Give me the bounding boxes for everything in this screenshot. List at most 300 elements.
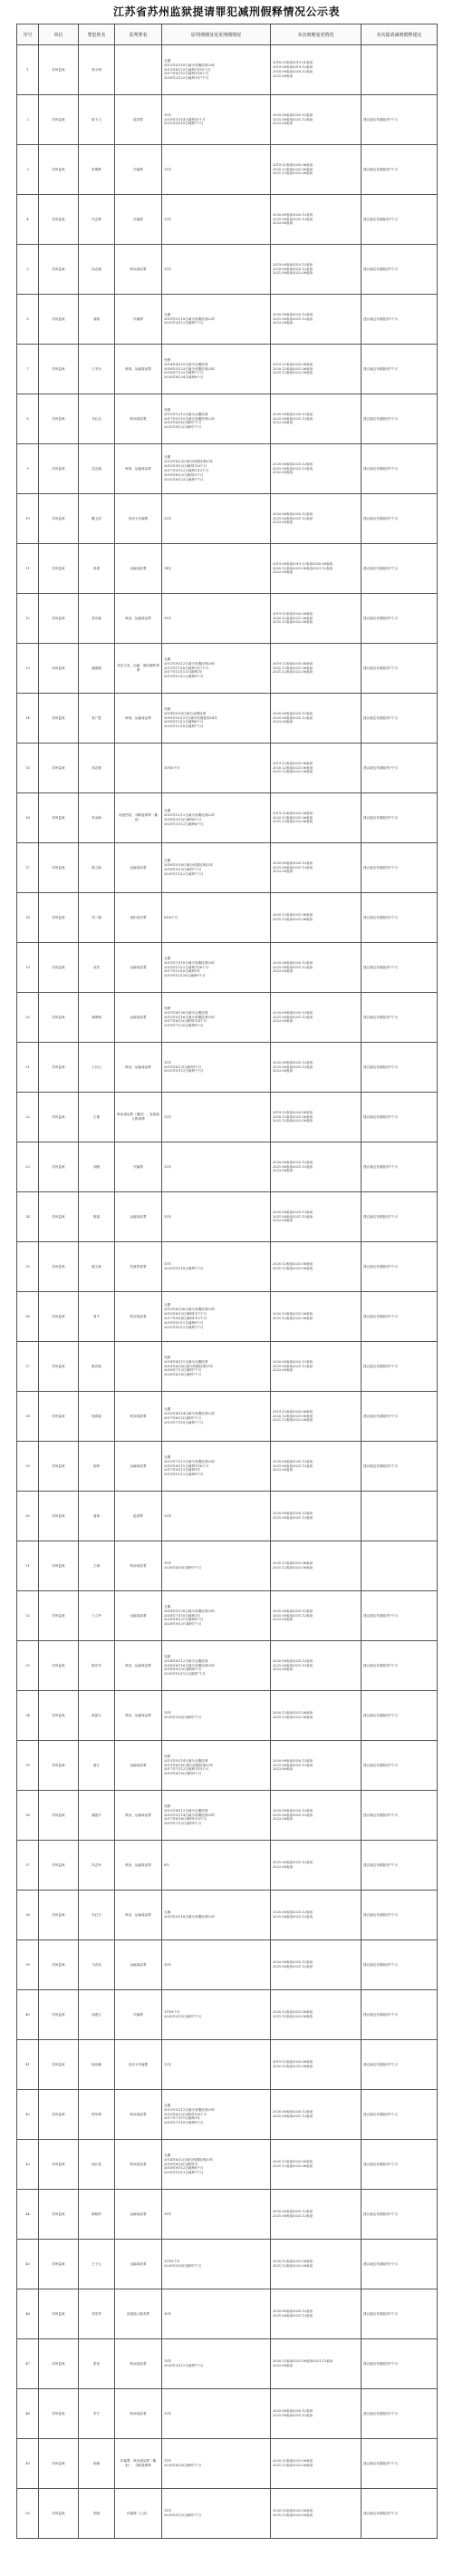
table-row — [17, 2090, 438, 2140]
cell-unit: 苏州监狱 — [39, 2240, 79, 2289]
table-row — [17, 943, 438, 993]
cell-history-line: 2019年5月18日减为有期徒刑22年 — [164, 316, 216, 321]
cell-history — [162, 1292, 271, 1342]
cell-history-line: 2017年9月12日减刑1年5个月 — [164, 469, 209, 472]
cell-current — [271, 195, 361, 245]
cell-current-line: 2022.06表扬 — [273, 1368, 294, 1373]
cell-crime: 运输毒品罪 — [115, 1442, 162, 1492]
cell-history-line: 2018年8月21日减刑8个月 — [164, 1618, 204, 1622]
cell-current-line: 2021.06表扬2021.12表扬 — [273, 466, 313, 471]
cell-history-line: 2021年9月2日减刑7个月 — [164, 425, 202, 430]
cell-name: 刘雪华 — [79, 2289, 115, 2339]
cell-proposal: 建议减去有期徒刑7个月 — [361, 95, 438, 145]
cell-current — [271, 494, 361, 544]
cell-crime: 故意伤害、寻衅滋事罪（累犯） — [115, 793, 162, 843]
cell-current-line: 2019.12表扬2020.06表扬 — [273, 162, 313, 167]
cell-name: 潘建刚 — [79, 644, 115, 694]
cell-history-line: 2017年7月11日减刑1年 — [164, 2116, 200, 2121]
cell-name: 陈东华 — [79, 1641, 115, 1691]
cell-name: 李刚 — [79, 2489, 115, 2539]
table-row — [17, 1541, 438, 1591]
cell-current-line: 2019.12表扬2020.06表扬 — [273, 2060, 313, 2065]
cell-name: 张明辉 — [79, 145, 115, 195]
page-title: 江苏省苏州监狱提请罪犯减刑假释情况公示表 — [112, 5, 340, 18]
cell-proposal: 建议减去有期徒刑7个月 — [361, 245, 438, 295]
cell-name: 马洪成 — [79, 1940, 115, 1990]
cell-current-line: 2020.12表扬2021.06表扬 — [273, 1114, 313, 1119]
cell-name: 冯红平 — [79, 1891, 115, 1940]
cell-history-line: 2019年7月20日减刑9个月 — [164, 1024, 204, 1028]
cell-current-line: 2021.06表扬2021.12表扬 — [273, 1516, 313, 1520]
cell-no: 35 — [17, 1741, 39, 1791]
cell-history-line: 2018年9月3日减刑7个月 — [164, 868, 202, 871]
cell-current-line: 2020.06表扬2020.12表扬 — [273, 1010, 313, 1015]
cell-unit: 苏州监狱 — [39, 1891, 79, 1940]
cell-current — [271, 1541, 361, 1591]
header-proposal: 本次提请减刑假释建议 — [361, 24, 438, 45]
cell-history-line: 2017年5月10日减为有期徒刑22年 — [164, 416, 216, 421]
cell-current-line: 2020.12表扬2021.06表扬 — [273, 2459, 313, 2464]
cell-current-line: 2021.06表扬2021.12表扬 — [273, 1364, 313, 1368]
cell-history-line: 10年6个月 — [164, 765, 180, 770]
cell-current-line: 2022.06表扬 — [273, 1865, 294, 1869]
cell-history — [162, 943, 271, 993]
cell-history-line: 13年 — [164, 1114, 172, 1119]
table-row — [17, 1940, 438, 1990]
cell-proposal — [361, 1541, 438, 1591]
cell-no: 7 — [17, 345, 39, 394]
cell-history-line: 2019年8月6日减刑7个月 — [164, 421, 202, 425]
cell-name: 张广胜 — [79, 694, 115, 744]
cell-current — [271, 1442, 361, 1492]
cell-history-line: 2015年11月6日减刑1年7个月 — [164, 666, 209, 670]
cell-history-line: 2019年8月5日减刑9个月 — [164, 1772, 202, 1776]
cell-current — [271, 394, 361, 444]
cell-proposal: 建议减去有期徒刑7个月 — [361, 1791, 438, 1841]
cell-name: 冯志军 — [79, 1841, 115, 1891]
cell-current-line: 2021.06表扬2021.12表扬 — [273, 1915, 313, 1919]
cell-history-line: 2017年9月4日减刑1年2个月 — [164, 1317, 207, 1320]
cell-history-line: 2015年1月12日减为无期徒刑 — [164, 412, 208, 416]
table-row — [17, 2439, 438, 2489]
cell-unit: 苏州监狱 — [39, 2289, 79, 2339]
cell-history-line: 2014年6月12日减为无期徒刑 — [164, 1658, 208, 1663]
cell-history — [162, 345, 271, 394]
cell-history — [162, 2090, 271, 2140]
cell-history-line: 15年 — [164, 1214, 172, 1219]
cell-history-line: 2016年5月23日减为有期徒刑25年 — [164, 366, 216, 371]
cell-current-line: 2020.06表扬2020.12表扬 — [273, 1658, 313, 1663]
table-row — [17, 1192, 438, 1242]
cell-current-line: 2019.12表扬2020.06表扬 — [273, 362, 313, 366]
cell-name: 马红兵 — [79, 394, 115, 444]
cell-crime: 贩卖、运输毒品罪 — [115, 1641, 162, 1691]
cell-crime: 诈骗罪 — [115, 295, 162, 345]
table-row — [17, 2489, 438, 2539]
cell-proposal: 建议减去有期徒刑7个月 — [361, 2040, 438, 2090]
cell-name: 陈立新 — [79, 843, 115, 893]
cell-current — [271, 1093, 361, 1142]
cell-history-line: 2020年9月2日减刑7个月 — [164, 1622, 202, 1627]
cell-history-line: 12年6个月 — [164, 2260, 180, 2264]
cell-unit: 苏州监狱 — [39, 1940, 79, 1990]
cell-current-line: 2020.06表扬2020.12表扬 — [273, 212, 313, 217]
cell-history — [162, 195, 271, 245]
table-row — [17, 394, 438, 444]
cell-current-line: 2020.12表扬2021.06表扬 — [273, 616, 313, 620]
cell-proposal: 建议减去有期徒刑7个月 — [361, 2489, 438, 2539]
table-row — [17, 644, 438, 694]
cell-history-line: 2015年6月23日减刑1年10个月 — [164, 67, 211, 72]
cell-crime: 诈骗罪 — [115, 1142, 162, 1192]
cell-history-line: 13年 — [164, 1262, 172, 1267]
cell-history-line: 2019年5月14日减刑10个月 — [164, 117, 206, 122]
cell-no: 1 — [17, 45, 39, 95]
cell-crime — [115, 744, 162, 793]
cell-name: 刘刚 — [79, 1142, 115, 1192]
cell-name: 陈洪斌 — [79, 1342, 115, 1392]
cell-history-line: 2021年3月12日减刑7个月 — [164, 321, 204, 326]
cell-current-line: 2020.12表扬2021.06表扬 — [273, 765, 313, 770]
cell-history-line: 2015年12月2日减为有期徒刑22年 — [164, 813, 216, 818]
cell-history-line: 死缓 — [164, 407, 171, 412]
cell-history-line: 2018年9月3日减刑6个月 — [164, 1667, 202, 1672]
cell-no: 3 — [17, 145, 39, 195]
cell-unit: 苏州监狱 — [39, 2090, 79, 2140]
cell-unit: 苏州监狱 — [39, 744, 79, 793]
cell-proposal: 建议减去有期徒刑7个月 — [361, 544, 438, 594]
cell-current-line: 2020.12表扬2021.06表扬 — [273, 1262, 313, 1267]
cell-current-line: 2021.06表扬2021.12表扬 — [273, 316, 313, 321]
cell-current-line: 2020.12表扬2021.06表扬 — [273, 2160, 313, 2164]
cell-current-line: 2019.12表扬2020.06表扬 — [273, 1110, 313, 1114]
cell-name: 龚海城 — [79, 993, 115, 1043]
cell-crime: 信用卡诈骗罪 — [115, 494, 162, 544]
cell-current-line: 2021.06表扬2021.12表扬 — [273, 117, 313, 122]
cell-history-line: 无期 — [164, 2103, 171, 2107]
cell-unit: 苏州监狱 — [39, 1242, 79, 1292]
cell-history-line: 2018年11月2日减刑6个月 — [164, 720, 204, 724]
cell-no: 42 — [17, 2090, 39, 2140]
cell-history-line: 2015年5月18日减为有期徒刑22年 — [164, 1915, 216, 1919]
cell-history-line: 15年 — [164, 616, 172, 620]
cell-crime: 运输毒品罪 — [115, 843, 162, 893]
cell-current — [271, 2439, 361, 2489]
cell-unit: 苏州监狱 — [39, 1492, 79, 1541]
cell-current — [271, 2090, 361, 2140]
cell-no: 20 — [17, 993, 39, 1043]
cell-crime: 运输毒品罪 — [115, 993, 162, 1043]
cell-current-line: 2020.06表扬2020.12表扬 — [273, 2409, 313, 2414]
cell-history-line: 2015年8月11日减刑1年6个月 — [164, 1463, 209, 1468]
cell-crime: 贩卖毒品罪 — [115, 1541, 162, 1591]
cell-current-line: 2020.06表扬2020.12表扬 — [273, 112, 313, 117]
cell-proposal: 建议减去有期徒刑7个月 — [361, 394, 438, 444]
cell-proposal: 建议减去有期徒刑7个月 — [361, 1591, 438, 1641]
cell-history-line: 2021年6月23日减刑7个月 — [164, 477, 204, 481]
cell-name: 唐江 — [79, 1741, 115, 1791]
cell-current — [271, 1741, 361, 1791]
cell-current-line: 2021.06表扬2022.06表扬 — [273, 271, 313, 276]
cell-current-line: 2021.06表扬2021.12表扬 — [273, 2414, 313, 2417]
cell-history-line: 无期 — [164, 809, 171, 813]
cell-current — [271, 2289, 361, 2339]
cell-current-line: 2021.06表扬2021.12表扬 — [273, 1965, 313, 1968]
cell-history-line: 无期 — [164, 1303, 171, 1307]
cell-proposal: 建议减去有期徒刑7个月 — [361, 744, 438, 793]
cell-current-line: 2020.06表扬2020.12表扬 — [273, 1160, 313, 1164]
cell-history-line: 2016年7月18日减刑1年 — [164, 1613, 200, 1618]
cell-current-line: 2021.12表扬2022.06表扬 — [273, 770, 313, 774]
cell-history-line: 无期 — [164, 455, 171, 460]
cell-history-line: 2017年6月2日减刑7个月 — [164, 1416, 202, 1420]
cell-proposal: 建议减去有期徒刑7个月 — [361, 1841, 438, 1891]
cell-history — [162, 1990, 271, 2040]
cell-current-line: 2020.06表扬2020.12表扬 — [273, 312, 313, 316]
cell-name: 殷文斌 — [79, 1242, 115, 1292]
cell-current-line: 2020.12表扬2021.06表扬 — [273, 366, 313, 371]
cell-history — [162, 1891, 271, 1940]
cell-history-line: 2021年3月18日减刑7个月 — [164, 122, 204, 126]
cell-no: 36 — [17, 1791, 39, 1841]
cell-unit: 苏州监狱 — [39, 1043, 79, 1093]
cell-history-line: 2020年2月22日减刑1年7个月 — [164, 76, 209, 81]
cell-history — [162, 744, 271, 793]
cell-proposal: 建议减去有期徒刑7个月 — [361, 145, 438, 195]
cell-proposal: 建议减去有期徒刑7个月 — [361, 694, 438, 744]
cell-history-line: 2017年11月13日减刑1年 — [164, 670, 203, 675]
cell-current — [271, 1591, 361, 1641]
cell-current — [271, 1242, 361, 1292]
table-row — [17, 2040, 438, 2090]
cell-history — [162, 1043, 271, 1093]
cell-no: 32 — [17, 1591, 39, 1641]
cell-current — [271, 1043, 361, 1093]
cell-name: 周长春 — [79, 2140, 115, 2190]
cell-name: 冯志辉 — [79, 195, 115, 245]
cell-history-line: 2014年5月28日减为有期徒刑20年 — [164, 1609, 216, 1613]
cell-current-line: 2020.06表扬2020.12表扬 — [273, 1758, 313, 1763]
cell-history-line: 2019年12月2日减刑9个月 — [164, 675, 204, 679]
cell-unit: 苏州监狱 — [39, 1292, 79, 1342]
cell-current — [271, 1940, 361, 1990]
cell-name: 张小明 — [79, 45, 115, 95]
cell-proposal: 建议减去有期徒刑7个月 — [361, 1392, 438, 1442]
cell-crime: 诈骗罪、贩卖毒品罪（累犯）、寻衅滋事罪 — [115, 2439, 162, 2489]
cell-current-line: 2022.06表扬 — [273, 570, 294, 575]
cell-history-line: 15年 — [164, 1711, 172, 1716]
table-row — [17, 195, 438, 245]
cell-current-line: 2020.12表扬2021.06表扬 — [273, 1312, 313, 1317]
cell-no: 33 — [17, 1641, 39, 1691]
cell-history-line: 2018年9月12日减刑8个月 — [164, 2166, 204, 2171]
cell-history — [162, 2240, 271, 2289]
cell-name: 张东颖 — [79, 594, 115, 644]
cell-current-line: 2022.06表扬 — [273, 221, 294, 226]
cell-crime: 运输毒品罪 — [115, 1192, 162, 1242]
cell-unit: 苏州监狱 — [39, 2040, 79, 2090]
cell-current-line: 2021.06表扬2021.12表扬 — [273, 1164, 313, 1169]
cell-current — [271, 843, 361, 893]
cell-history-line: 2013年5月18日减为有期徒刑20年 — [164, 63, 216, 67]
cell-unit: 苏州监狱 — [39, 1591, 79, 1641]
cell-current — [271, 2339, 361, 2389]
cell-name: 王子云 — [79, 2240, 115, 2289]
cell-history — [162, 2040, 271, 2090]
cell-history-line: 2020年10月12日减刑7个月 — [164, 1672, 206, 1677]
cell-unit: 苏州监狱 — [39, 2389, 79, 2439]
cell-history — [162, 843, 271, 893]
cell-history-line: 13年 — [164, 217, 172, 221]
cell-current-line: 2022.06表扬 — [273, 520, 294, 525]
cell-history — [162, 1841, 271, 1891]
cell-history — [162, 95, 271, 145]
header-unit: 单位 — [39, 24, 79, 45]
cell-current-line: 2020.06表扬2020.12表扬 — [273, 267, 313, 271]
cell-current-line: 2022.06表扬 — [273, 1169, 294, 1173]
cell-no: 45 — [17, 2240, 39, 2289]
cell-name: 周平 — [79, 1292, 115, 1342]
cell-history — [162, 2439, 271, 2489]
cell-unit: 苏州监狱 — [39, 1791, 79, 1841]
table-row — [17, 2140, 438, 2190]
cell-current-line: 2020.12表扬2021.06表扬 — [273, 167, 313, 171]
cell-crime: 贩卖、运输毒品罪 — [115, 1841, 162, 1891]
cell-history — [162, 644, 271, 694]
cell-current — [271, 744, 361, 793]
cell-current-line: 2021.06表扬2021.12表扬 — [273, 2114, 313, 2118]
cell-history — [162, 1142, 271, 1192]
table-row — [17, 744, 438, 793]
cell-history — [162, 494, 271, 544]
cell-crime — [115, 1342, 162, 1392]
cell-current-line: 2021.06表扬2021.12表扬 — [273, 1463, 313, 1468]
cell-history-line: 2013年9月12日减为有期徒刑20年 — [164, 661, 216, 666]
cell-no: 16 — [17, 793, 39, 843]
cell-history-line: 2017年12月6日减刑1年 — [164, 969, 200, 974]
cell-unit: 苏州监狱 — [39, 1541, 79, 1591]
cell-crime: 贩卖、运输毒品罪 — [115, 1691, 162, 1741]
cell-proposal: 建议减去有期徒刑7个月 — [361, 1691, 438, 1741]
cell-history-line: 2014年4月10日减为无期徒刑 — [164, 362, 208, 366]
cell-current-line: 2022.06表扬 — [273, 471, 294, 475]
cell-crime: 贩卖毒品罪 — [115, 2090, 162, 2140]
cell-current-line: 2020.12表扬2021.06表扬2021.12表扬 — [273, 566, 333, 570]
cell-history-line: 2015年5月14日减为有期徒刑25年 — [164, 1813, 216, 1817]
cell-current-line: 2021.06表扬2021.12表扬 — [273, 865, 313, 870]
cell-no: 22 — [17, 1093, 39, 1142]
cell-no: 28 — [17, 1392, 39, 1442]
cell-proposal: 建议减去有期徒刑7个月 — [361, 1093, 438, 1142]
table-row — [17, 893, 438, 943]
cell-current-line: 2021.12表扬2022.06表扬 — [273, 1267, 313, 1270]
cell-history-line: 2019年10月1日减刑9个月 — [164, 1320, 204, 1325]
cell-history — [162, 993, 271, 1043]
cell-history — [162, 1192, 271, 1242]
cell-no: 5 — [17, 245, 39, 295]
cell-history-line: 2013年7月12日减为有期徒刑20年 — [164, 1459, 216, 1463]
cell-current-line: 2020.12表扬2021.06表扬 — [273, 2065, 313, 2068]
cell-unit: 苏州监狱 — [39, 345, 79, 394]
cell-current-line: 2020.12表扬2021.06表扬 — [273, 2509, 313, 2513]
cell-crime: 贩卖、运输毒品罪 — [115, 594, 162, 644]
cell-current — [271, 1891, 361, 1940]
cell-current-line: 2021.06表扬2021.12表扬 — [273, 1214, 313, 1219]
cell-crime: 贩毒、运输毒品罪 — [115, 345, 162, 394]
cell-history — [162, 544, 271, 594]
cell-crime: 贩毒、运输毒品罪 — [115, 444, 162, 494]
cell-history-line: 12年 — [164, 2411, 172, 2416]
cell-current-line: 2021.06表扬2021.12表扬 — [273, 516, 313, 520]
cell-name: 徐勇 — [79, 544, 115, 594]
cell-no: 8 — [17, 394, 39, 444]
cell-history-line: 2014年6月2日减为有期徒刑20年 — [164, 2157, 214, 2162]
cell-history-line: 2018年7月22日减刑7个月 — [164, 371, 204, 375]
cell-current-line: 2020.06表扬2020.12表扬 — [273, 960, 313, 965]
table-row — [17, 95, 438, 145]
cell-unit: 苏州监狱 — [39, 694, 79, 744]
cell-unit: 苏州监狱 — [39, 444, 79, 494]
cell-unit: 苏州监狱 — [39, 95, 79, 145]
cell-history — [162, 1791, 271, 1841]
cell-current-line: 2021.12表扬2022.06表扬 — [273, 1119, 313, 1123]
cell-current-line: 2021.12表扬2022.06表扬 — [273, 1317, 313, 1320]
table-row — [17, 295, 438, 345]
cell-no: 31 — [17, 1541, 39, 1591]
cell-crime: 运输毒品罪 — [115, 1591, 162, 1641]
cell-unit: 苏州监狱 — [39, 494, 79, 544]
cell-history-line: 无期 — [164, 312, 171, 316]
header-no: 序号 — [17, 24, 39, 45]
table-row — [17, 1891, 438, 1940]
cell-history-line: 无期 — [164, 1910, 171, 1915]
cell-history-line: 2021年10月2日减刑7个月 — [164, 1325, 204, 1329]
cell-current-line: 2022.06表扬 — [273, 1019, 294, 1024]
cell-unit: 苏州监狱 — [39, 594, 79, 644]
cell-no: 18 — [17, 893, 39, 943]
cell-current-line: 2022.06表扬 — [273, 720, 294, 724]
cell-proposal: 建议减去有期徒刑7个月 — [361, 295, 438, 345]
cell-current-line: 2021.12表扬2022.06表扬 — [273, 2464, 313, 2467]
cell-current-line: 2021.12表扬2022.06表扬 — [273, 670, 313, 675]
cell-no: 10 — [17, 494, 39, 544]
table-row — [17, 1442, 438, 1492]
cell-crime: 运输毒品罪 — [115, 2240, 162, 2289]
cell-proposal: 建议减去有期徒刑7个月 — [361, 2439, 438, 2489]
cell-history-line: 2013年6月28日减为有期徒刑20年 — [164, 1307, 216, 1312]
cell-history-line: 无期 — [164, 1454, 171, 1459]
cell-current — [271, 2140, 361, 2190]
cell-history-line: 2019年7月2日减刑9个月 — [164, 1822, 202, 1826]
cell-current — [271, 1492, 361, 1541]
cell-history-line: 死缓 — [164, 1654, 171, 1658]
cell-current-line: 2020.06表扬2020.12表扬 — [273, 2110, 313, 2114]
cell-history-line: 2015年11月2日减刑1年6个月 — [164, 965, 209, 969]
cell-current-line: 2020.12表扬2021.06表扬 — [273, 815, 313, 820]
cell-name: 王立华 — [79, 1591, 115, 1641]
cell-proposal: 建议减去有期徒刑7个月 — [361, 594, 438, 644]
table-row — [17, 2190, 438, 2240]
cell-no: 49 — [17, 2439, 39, 2489]
cell-history-line: 2019年12月18日减刑9个月 — [164, 974, 206, 978]
cell-proposal — [361, 45, 438, 95]
cell-no: 39 — [17, 1940, 39, 1990]
cell-no: 24 — [17, 1192, 39, 1242]
cell-history-line: 15年 — [164, 267, 172, 271]
cell-current — [271, 594, 361, 644]
cell-proposal: 建议减去有期徒刑7个月 — [361, 993, 438, 1043]
table-row — [17, 793, 438, 843]
